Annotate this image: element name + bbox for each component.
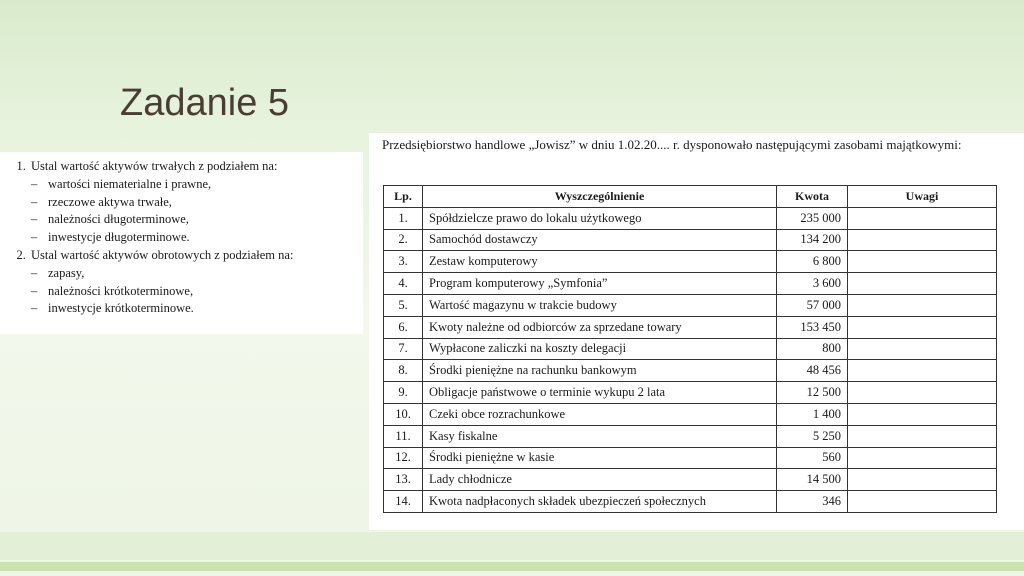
cell-amount: 1 400: [777, 403, 848, 425]
cell-notes: [848, 251, 997, 273]
table-row: [384, 425, 997, 447]
cell-lp: 8.: [384, 360, 423, 382]
task-subitems: [31, 265, 363, 318]
table-row: [384, 229, 997, 251]
table-row: [384, 382, 997, 404]
cell-notes: [848, 360, 997, 382]
cell-lp: 1.: [384, 207, 423, 229]
task-text: Ustal wartość aktywów trwałych z podziałem na:: [31, 159, 278, 173]
task-subitem: – inwestycje długoterminowe.: [31, 229, 363, 247]
header-lp: Lp.: [384, 186, 423, 208]
cell-amount: 800: [777, 338, 848, 360]
table-row: [384, 207, 997, 229]
cell-amount: 3 600: [777, 273, 848, 295]
decorative-stripe: [0, 571, 1024, 576]
header-amount: Kwota: [777, 186, 848, 208]
table-row: [384, 403, 997, 425]
cell-lp: 14.: [384, 491, 423, 513]
cell-amount: 5 250: [777, 425, 848, 447]
cell-lp: 5.: [384, 294, 423, 316]
cell-notes: [848, 294, 997, 316]
cell-name: Kwoty należne od odbiorców za sprzedane towary: [423, 316, 777, 338]
table-row: [384, 273, 997, 295]
cell-amount: 134 200: [777, 229, 848, 251]
header-name: Wyszczególnienie: [423, 186, 777, 208]
assets-table: [383, 185, 997, 513]
cell-name: Kwota nadpłaconych składek ubezpieczeń społecznych: [423, 491, 777, 513]
table-row: [384, 338, 997, 360]
document-scan: [369, 133, 1024, 530]
task-subitem: – zapasy,: [31, 265, 363, 283]
cell-amount: 57 000: [777, 294, 848, 316]
cell-lp: 7.: [384, 338, 423, 360]
task-item: [29, 158, 363, 247]
cell-lp: 10.: [384, 403, 423, 425]
cell-lp: 6.: [384, 316, 423, 338]
task-subitem: – wartości niematerialne i prawne,: [31, 176, 363, 194]
cell-amount: 346: [777, 491, 848, 513]
cell-notes: [848, 229, 997, 251]
cell-name: Wypłacone zaliczki na koszty delegacji: [423, 338, 777, 360]
cell-notes: [848, 469, 997, 491]
cell-notes: [848, 316, 997, 338]
task-list-panel: [0, 152, 363, 334]
table-header-row: [384, 186, 997, 208]
cell-name: Środki pieniężne na rachunku bankowym: [423, 360, 777, 382]
cell-amount: 560: [777, 447, 848, 469]
header-notes: Uwagi: [848, 186, 997, 208]
cell-lp: 4.: [384, 273, 423, 295]
cell-name: Obligacje państwowe o terminie wykupu 2 lata: [423, 382, 777, 404]
task-subitem: – należności długoterminowe,: [31, 211, 363, 229]
cell-lp: 3.: [384, 251, 423, 273]
cell-amount: 235 000: [777, 207, 848, 229]
cell-notes: [848, 403, 997, 425]
cell-name: Wartość magazynu w trakcie budowy: [423, 294, 777, 316]
cell-name: Samochód dostawczy: [423, 229, 777, 251]
cell-notes: [848, 447, 997, 469]
cell-amount: 48 456: [777, 360, 848, 382]
cell-name: Zestaw komputerowy: [423, 251, 777, 273]
cell-notes: [848, 425, 997, 447]
cell-amount: 14 500: [777, 469, 848, 491]
task-subitem: – rzeczowe aktywa trwałe,: [31, 194, 363, 212]
decorative-stripe: [0, 532, 1024, 560]
task-subitems: [31, 176, 363, 247]
cell-name: Program komputerowy „Symfonia”: [423, 273, 777, 295]
cell-notes: [848, 338, 997, 360]
cell-amount: 12 500: [777, 382, 848, 404]
table-row: [384, 360, 997, 382]
cell-name: Spółdzielcze prawo do lokalu użytkowego: [423, 207, 777, 229]
table-row: [384, 491, 997, 513]
table-row: [384, 469, 997, 491]
page-title: Zadanie 5: [120, 82, 290, 124]
cell-notes: [848, 491, 997, 513]
cell-amount: 153 450: [777, 316, 848, 338]
task-item: [29, 247, 363, 318]
decorative-stripe: [0, 562, 1024, 571]
cell-name: Lady chłodnicze: [423, 469, 777, 491]
table-row: [384, 294, 997, 316]
cell-lp: 13.: [384, 469, 423, 491]
task-subitem: – inwestycje krótkoterminowe.: [31, 300, 363, 318]
table-row: [384, 316, 997, 338]
cell-name: Czeki obce rozrachunkowe: [423, 403, 777, 425]
table-row: [384, 447, 997, 469]
cell-amount: 6 800: [777, 251, 848, 273]
cell-name: Kasy fiskalne: [423, 425, 777, 447]
cell-lp: 12.: [384, 447, 423, 469]
table-row: [384, 251, 997, 273]
cell-lp: 11.: [384, 425, 423, 447]
cell-notes: [848, 273, 997, 295]
cell-lp: 2.: [384, 229, 423, 251]
cell-name: Środki pieniężne w kasie: [423, 447, 777, 469]
document-intro: Przedsiębiorstwo handlowe „Jowisz” w dniu 1.02.20.... r. dysponowało następującymi zasobami majątkowymi:: [382, 137, 962, 152]
cell-notes: [848, 382, 997, 404]
cell-notes: [848, 207, 997, 229]
task-list: [0, 152, 363, 318]
task-text: Ustal wartość aktywów obrotowych z podziałem na:: [31, 247, 294, 262]
cell-lp: 9.: [384, 382, 423, 404]
task-subitem: – należności krótkoterminowe,: [31, 283, 363, 301]
